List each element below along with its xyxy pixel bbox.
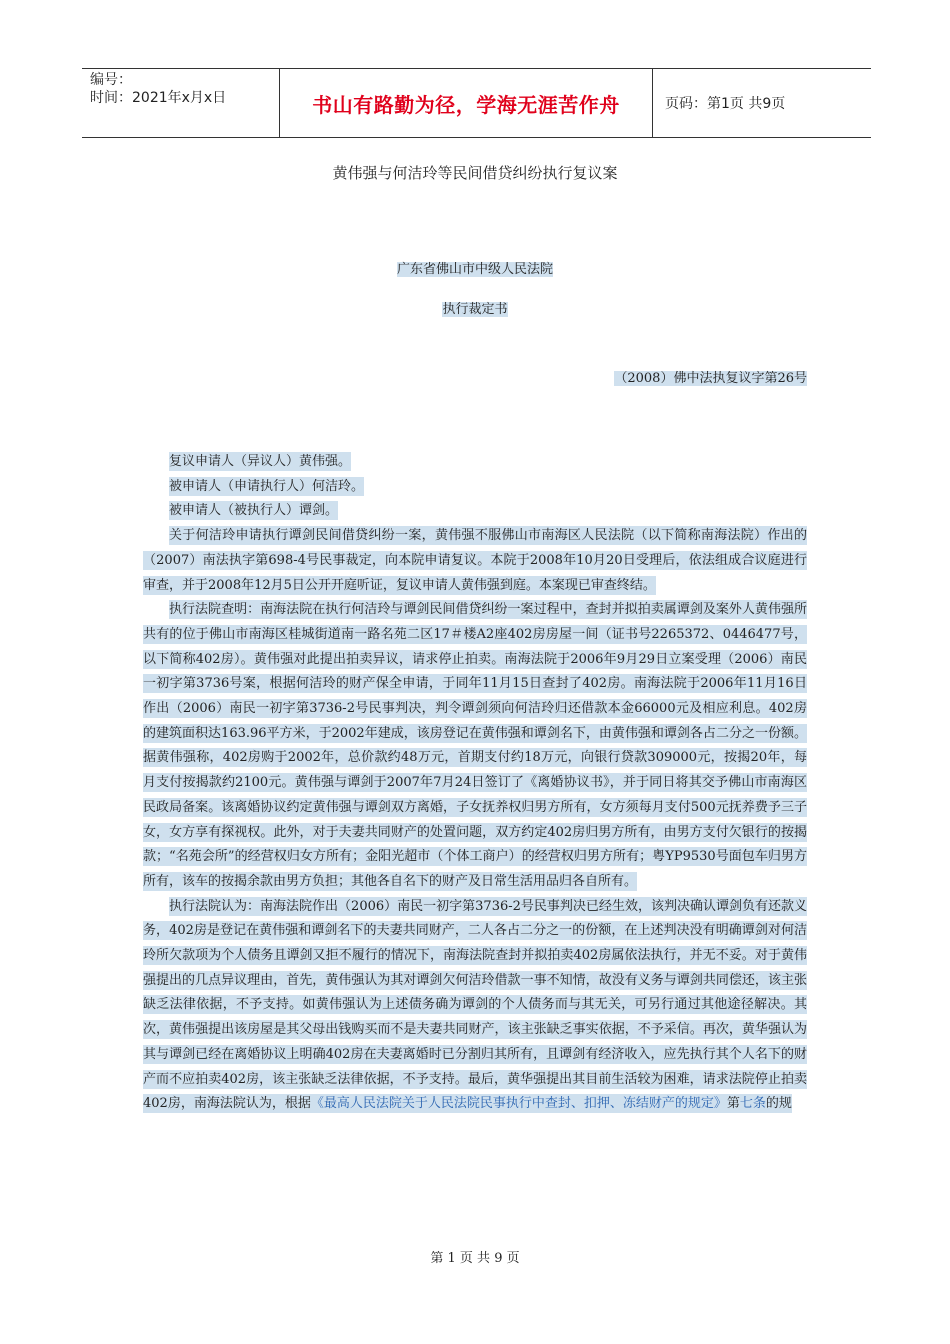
article-link[interactable]: 七条 [739, 1096, 766, 1112]
document-title: 黄伟强与何洁玲等民间借贷纠纷执行复议案 [332, 164, 618, 182]
law-citation-link[interactable]: 《最高人民法院关于人民法院民事执行中查封、扣押、冻结财产的规定》 [310, 1096, 727, 1112]
page-footer: 第 1 页 共 9 页 [430, 1251, 520, 1266]
paragraph [143, 499, 807, 524]
header-meta [82, 69, 280, 137]
court-name-line [0, 258, 950, 277]
case-number-line [614, 367, 807, 386]
paragraph-text: 复议申请人（异议人）黄伟强。 [169, 454, 352, 469]
paragraph [143, 524, 807, 598]
court-opinion-text: 第 [726, 1096, 740, 1112]
paragraph-text: 被申请人（申请执行人）何洁玲。 [169, 478, 365, 494]
page-header [82, 68, 871, 138]
paragraph-text: 被申请人（被执行人）谭剑。 [169, 503, 339, 519]
paragraph [143, 895, 807, 1117]
paragraph [143, 450, 807, 475]
paragraph [143, 598, 807, 894]
case-number: （2008）佛中法执复议字第26号 [614, 371, 807, 386]
document-body [143, 450, 807, 1117]
header-page-number: 页码：第1页 共9页 [665, 96, 786, 112]
paragraph-text: 执行法院查明：南海法院在执行何洁玲与谭剑民间借贷纠纷一案过程中，查封并拟拍卖属谭剑及案外人黄伟强所共有的位于佛山市南海区桂城街道南一路名苑二区17＃楼A2座402房房屋一间（证书号2265372、0446477号，以下简称402房）。黄伟强对此提出拍卖异议，请求停止拍卖。南海法院于2006年9月29日立案受理（2006）南民一初字第3736号案，根据何洁玲的财产保全申请，于同年11月15日查封了402房。南海法院于2006年11月16日作出（2006）南民一初字第3736-2号民事判决，判令谭剑须向何洁玲归还借款本金66000元及相应利息。402房的建筑面积达163.96平方米，于2002年建成，该房登记在黄伟强和谭剑名下，由黄伟强和谭剑各占二分之一份额。据黄伟强称，402房购于2002年，总价款约48万元，首期支付约18万元，向银行贷款309000元，按揭20年，每月支付按揭款约2100元。黄伟强与谭剑于2007年7月24日签订了《离婚协议书》，并于同日将其交予佛山市南海区民政局备案。该离婚协议约定黄伟强与谭剑双方离婚，子女抚养权归男方所有，女方须每月支付500元抚养费予三子女，女方享有探视权。此外，对于夫妻共同财产的处置问题，双方约定402房归男方所有，由男方支付欠银行的按揭款；“名苑会所”的经营权归女方所有；金阳光超市（个体工商户）的经营权归男方所有；粤YP9530号面包车归男方所有，该车的按揭余款由男方负担；其他各自名下的财产及日常生活用品归各自所有。 [143, 602, 807, 889]
paragraph-text: 关于何洁玲申请执行谭剑民间借贷纠纷一案，黄伟强不服佛山市南海区人民法院（以下简称南海法院）作出的（2007）南法执字第698-4号民事裁定，向本院申请复议。本院于2008年10月20日受理后，依法组成合议庭进行审查，并于2008年12月5日公开开庭听证，复议申请人黄伟强到庭。本案现已审查终结。 [143, 528, 807, 593]
paragraph-text [143, 897, 807, 1114]
header-motto: 书山有路勤为径，学海无涯苦作舟 [280, 69, 653, 137]
paragraph [143, 475, 807, 500]
court-opinion-text: 执行法院认为：南海法院作出（2006）南民一初字第3736-2号民事判决已经生效，该判决确认谭剑负有还款义务，402房是登记在黄伟强和谭剑名下的夫妻共同财产，二人各占二分之一的份额，在上述判决没有明确谭剑对何洁玲所欠款项为个人债务且谭剑又拒不履行的情况下，南海法院查封并拟拍卖402房属依法执行，并无不妥。对于黄伟强提出的几点异议理由，首先，黄伟强认为其对谭剑欠何洁玲借款一事不知情，故没有义务与谭剑共同偿还，该主张缺乏法律依据，不予支持。如黄伟强认为上述债务确为谭剑的个人债务而与其无关，可另行通过其他途径解决。其次，黄伟强提出该房屋是其父母出钱购买而不是夫妻共同财产，该主张缺乏事实依据，不予采信。再次，黄华强认为其与谭剑已经在离婚协议上明确402房在夫妻离婚时已分割归其所有，且谭剑有经济收入，应先执行其个人名下的财产而不应拍卖402房，该主张缺乏法律依据，不予支持。最后，黄华强提出其目前生活较为困难，请求法院停止拍卖402房，南海法院认为，根据 [143, 898, 807, 1112]
header-number: 编号： [90, 72, 132, 88]
doc-type-line [0, 298, 950, 317]
doc-type: 执行裁定书 [442, 302, 508, 317]
court-name: 广东省佛山市中级人民法院 [396, 262, 553, 277]
header-time: 时间：2021年x月x日 [90, 90, 227, 106]
court-opinion-text: 的规 [765, 1096, 792, 1112]
